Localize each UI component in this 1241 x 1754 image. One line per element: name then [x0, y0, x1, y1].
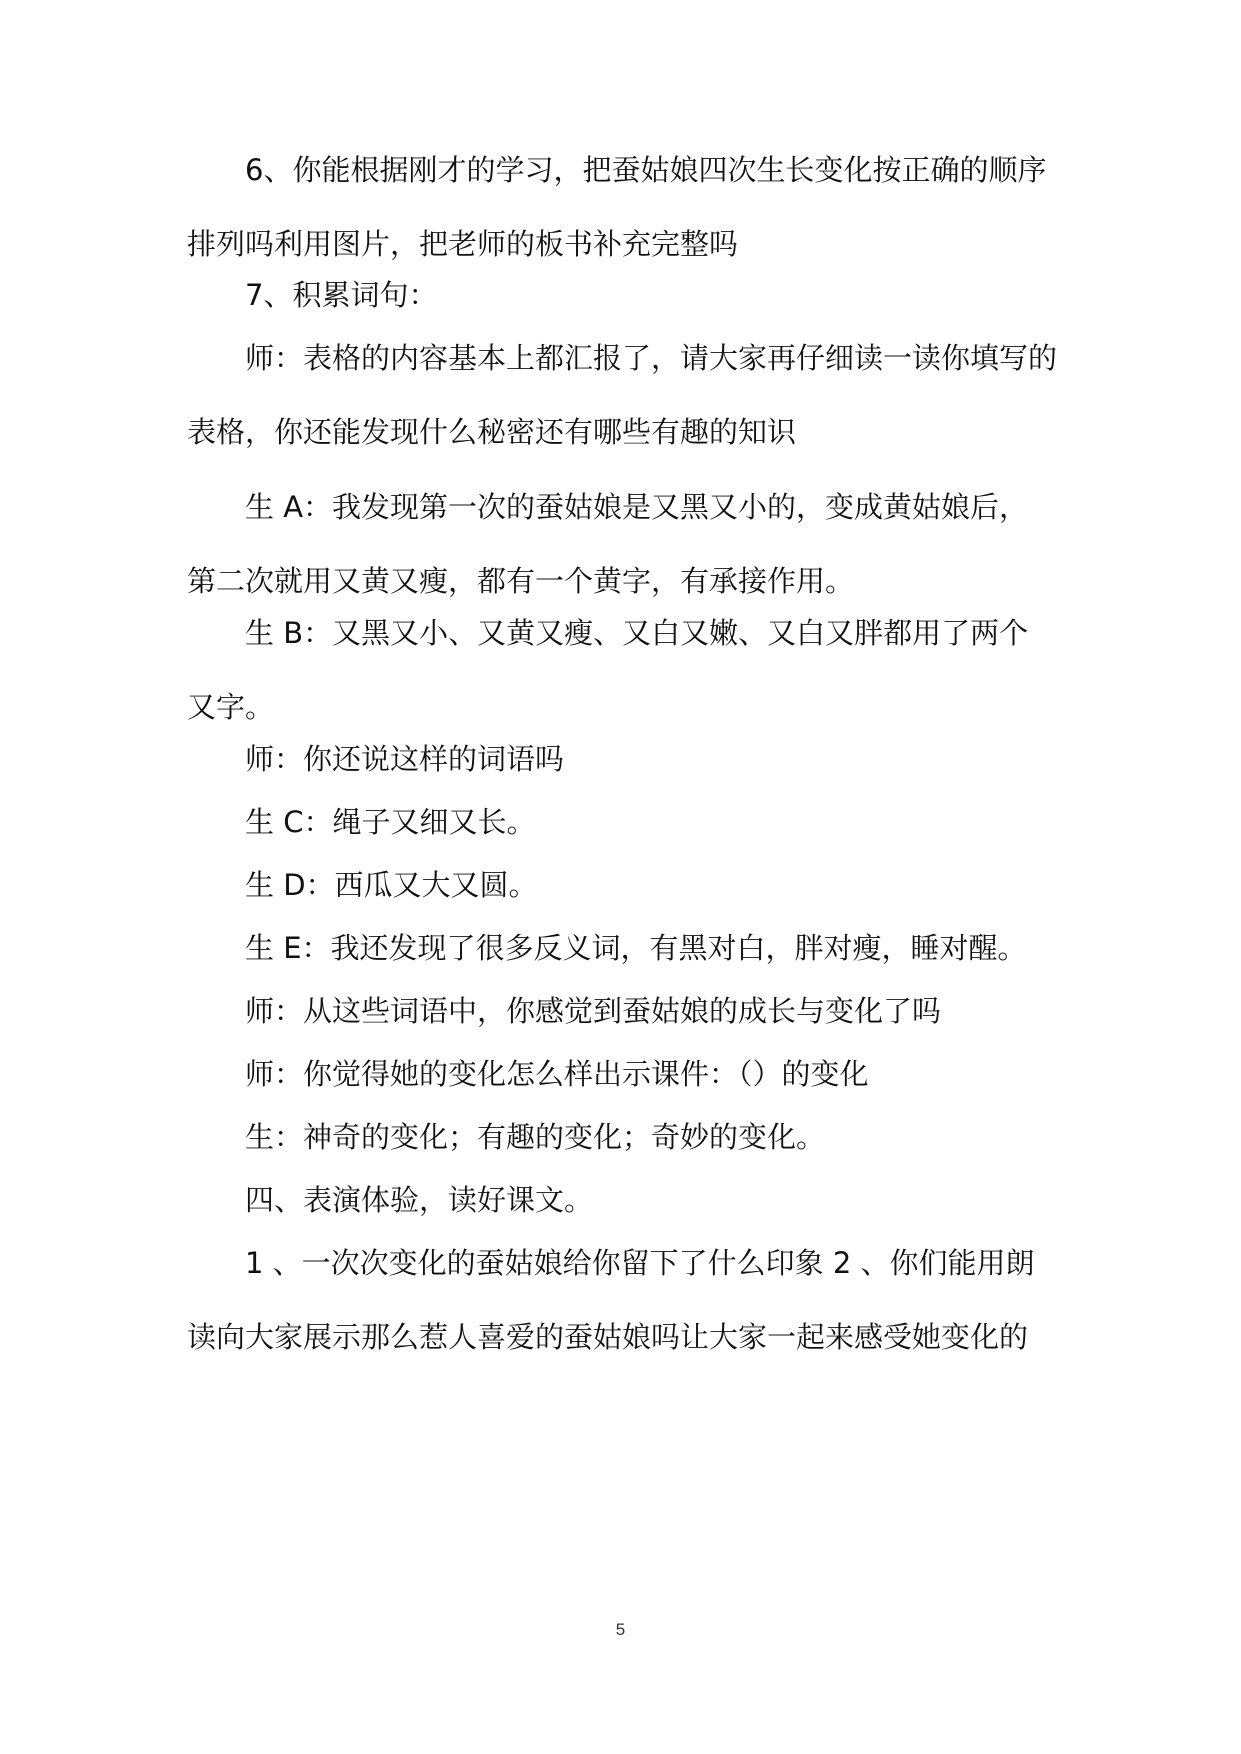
paragraph-step-1-2: 1 、一次次变化的蚕姑娘给你留下了什么印象 2 、你们能用朗读向大家展示那么惹人喜爱的蚕姑娘吗让大家一起来感受她变化的: [187, 1246, 1035, 1354]
page-number: 5: [615, 1620, 626, 1639]
paragraph-student-d: 生 D：西瓜又大又圆。: [245, 868, 538, 902]
paragraph-step-7: 7、积累词句：: [245, 278, 438, 312]
paragraph-teacher-growth: 师：从这些词语中，你感觉到蚕姑娘的成长与变化了吗: [245, 994, 942, 1028]
paragraph-student-e: 生 E：我还发现了很多反义词，有黑对白，胖对瘦，睡对醒。: [245, 931, 1027, 965]
paragraph-student-b: 生 B：又黑又小、又黄又瘦、又白又嫩、又白又胖都用了两个又字。: [187, 616, 1029, 724]
paragraph-teacher-table: 师：表格的内容基本上都汇报了，请大家再仔细读一读你填写的表格，你还能发现什么秘密还有哪些有趣的知识: [187, 341, 1058, 449]
section-heading-performance: 四、表演体验，读好课文。: [245, 1183, 594, 1217]
paragraph-student-answer: 生：神奇的变化；有趣的变化；奇妙的变化。: [245, 1120, 826, 1154]
paragraph-teacher-words: 师：你还说这样的词语吗: [245, 742, 565, 776]
paragraph-teacher-change: 师：你觉得她的变化怎么样出示课件：（）的变化: [245, 1057, 869, 1091]
paragraph-student-c: 生 C：绳子又细又长。: [245, 805, 536, 839]
paragraph-student-a: 生 A：我发现第一次的蚕姑娘是又黑又小的，变成黄姑娘后，第二次就用又黄又瘦，都有一个黄字，有承接作用。: [187, 490, 1029, 598]
paragraph-step-6: 6、你能根据刚才的学习，把蚕姑娘四次生长变化按正确的顺序排列吗利用图片，把老师的板书补充完整吗: [187, 153, 1047, 261]
